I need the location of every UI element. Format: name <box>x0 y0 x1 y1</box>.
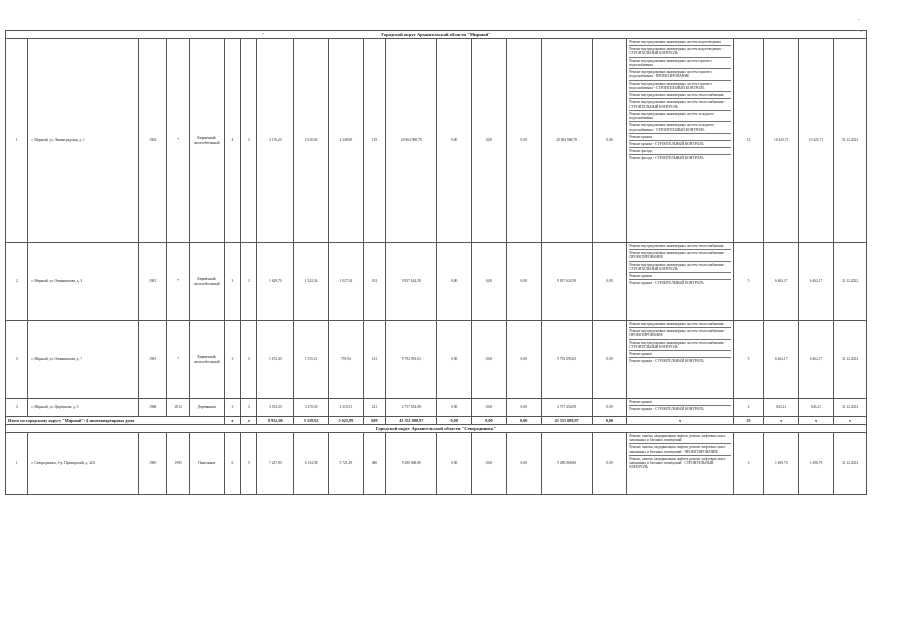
region-header <box>6 425 867 433</box>
work-type-item: Ремонт внутридомовых инженерных систем холодного водоснабжения - СТРОИТЕЛЬНЫЙ КОНТРОЛЬ <box>629 122 730 133</box>
area-total: 3 554,20 <box>257 399 294 417</box>
work-type-item: Ремонт, замена, модернизация лифтов, ремонт лифтовых шахт, машинных и блочных помещений <box>629 433 730 444</box>
work-type-item: Ремонт крыши - СТРОИТЕЛЬНЫЙ КОНТРОЛЬ <box>629 359 704 364</box>
area-living: 2 610,00 <box>294 39 329 243</box>
address-cell: г. Мирный, ул. Ленинградская, д. 1 <box>28 39 138 243</box>
cost-owners: 20 964 968,78 <box>541 39 592 243</box>
work-type-item: Ремонт внутридомовых инженерных систем теплоснабжения - СТРОИТЕЛЬНЫЙ КОНТРОЛЬ <box>629 99 730 110</box>
floors: 4 <box>224 39 240 243</box>
row-number: 1 <box>6 39 28 243</box>
work-type-item: Ремонт крыши - СТРОИТЕЛЬНЫЙ КОНТРОЛЬ <box>629 281 704 286</box>
work-type-item: Ремонт внутридомовых инженерных систем горячего водоснабжения <box>629 58 730 69</box>
area-living: 1 522,34 <box>294 243 329 321</box>
cost-federal: 0,00 <box>437 321 472 399</box>
cost-regional: 0,00 <box>472 243 507 321</box>
work-type-item: Ремонт внутридомовых инженерных систем водоотведения <box>629 39 730 46</box>
unit-cost-limit: 6 462,17 <box>799 321 834 399</box>
works-count: 5 <box>733 243 764 321</box>
total-cost-fed: 0,00 <box>437 417 472 425</box>
work-types-cell <box>627 399 733 417</box>
total-works: х <box>627 417 733 425</box>
cost-local: 0,00 <box>506 243 541 321</box>
document-sheet <box>5 30 867 495</box>
work-type-item: Ремонт, замена, модернизация лифтов, ремонт лифтовых шахт, машинных и блочных помещений - СТРОИТЕЛЬНЫЙ КОНТРОЛЬ <box>629 456 726 470</box>
works-count: 3 <box>733 433 764 495</box>
work-type-item: Ремонт внутридомовых инженерных систем водоотведения - СТРОИТЕЛЬНЫЙ КОНТРОЛЬ <box>629 46 730 57</box>
address-cell: г. Мирный, ул. Циргинова, д. 5 <box>28 399 138 417</box>
cost-total: 20 964 968,78 <box>386 39 437 243</box>
area-living-owned: 1 027,34 <box>328 243 363 321</box>
floors: 3 <box>224 243 240 321</box>
work-type-item: Ремонт внутридомовых инженерных систем горячего водоснабжения - ПРОЕКТИРОВАНИЕ <box>629 69 730 80</box>
work-types-cell <box>627 321 733 399</box>
year-built: 1963 <box>138 39 167 243</box>
deadline: 31.12.2022 <box>833 433 866 495</box>
area-living: 6 134,38 <box>294 433 329 495</box>
total-entrances: х <box>241 417 257 425</box>
works-count: 13 <box>733 39 764 243</box>
work-type-item: Ремонт внутридомовых инженерных систем теплоснабжения <box>629 243 730 250</box>
cost-federal: 0,00 <box>437 243 472 321</box>
cost-local: 0,00 <box>506 39 541 243</box>
entrances: 3 <box>241 243 257 321</box>
residents: 102 <box>363 243 385 321</box>
address-cell: г. Мирный, ул. Овчинникова, д. 7 <box>28 321 138 399</box>
unit-cost: 6 462,17 <box>764 243 799 321</box>
residents: 221 <box>363 399 385 417</box>
cost-local: 0,00 <box>506 399 541 417</box>
entrances: 4 <box>241 399 257 417</box>
total-label: Итого по городскому округу "Мирный": 4 многоквартирных дома <box>6 417 225 425</box>
row-number: 2 <box>6 243 28 321</box>
page-mark-right: - <box>860 30 862 35</box>
area-total: 7 237,80 <box>257 433 294 495</box>
work-type-item: Ремонт, замена, модернизация лифтов, ремонт лифтовых шахт, машинных и блочных помещений - ПРОЕКТИРОВАНИЕ <box>629 444 730 455</box>
cost-owners: 9 792 093,63 <box>541 321 592 399</box>
wall-material: Кирпичный, железобетонный <box>189 39 224 243</box>
cost-regional: 0,00 <box>472 399 507 417</box>
unit-cost-limit: 1 496,79 <box>799 433 834 495</box>
year-overhaul: 1995 <box>167 433 189 495</box>
year-overhaul: * <box>167 321 189 399</box>
area-living-owned: 2 310,31 <box>328 399 363 417</box>
year-built: 1985 <box>138 433 167 495</box>
total-area-living2: 5 025,99 <box>328 417 363 425</box>
table-row <box>6 399 867 417</box>
floors: 3 <box>224 321 240 399</box>
total-area-living: 5 318,62 <box>294 417 329 425</box>
residents: 141 <box>363 321 385 399</box>
floors: 6 <box>224 433 240 495</box>
works-count: 2 <box>733 399 764 417</box>
row-number: 3 <box>6 321 28 399</box>
total-deadline: х <box>833 417 866 425</box>
work-type-item: Ремонт внутридомовых инженерных систем холодного водоснабжения <box>629 111 730 122</box>
table-row <box>6 243 867 321</box>
year-built: 1981 <box>138 243 167 321</box>
cost-federal: 0,00 <box>437 399 472 417</box>
area-living: 1 515,21 <box>294 321 329 399</box>
residents: 119 <box>363 39 385 243</box>
work-type-item: Ремонт внутридомовых инженерных систем теплоснабжения - ПРОЕКТИРОВАНИЕ <box>629 250 730 261</box>
work-types-cell <box>627 433 733 495</box>
table-row <box>6 433 867 495</box>
region-title: Городской округ Архангельской области "Северодвинск" <box>6 425 867 433</box>
wall-material: Панельные <box>189 433 224 495</box>
total-unit-cost: х <box>764 417 799 425</box>
page-mark-left: - <box>262 32 264 37</box>
overhaul-table <box>5 30 867 495</box>
total-cost-loc: 0,00 <box>506 417 541 425</box>
year-overhaul: * <box>167 243 189 321</box>
area-living-owned: 739,94 <box>328 321 363 399</box>
work-type-item: Ремонт крыши - СТРОИТЕЛЬНЫЙ КОНТРОЛЬ <box>629 407 704 412</box>
total-cost-reg: 0,00 <box>472 417 507 425</box>
work-type-item: Ремонт внутридомовых инженерных систем теплоснабжения <box>629 92 730 99</box>
unit-cost-limit: 6 462,17 <box>799 243 834 321</box>
residents: 380 <box>363 433 385 495</box>
region-header <box>6 31 867 39</box>
cost-other: 0,00 <box>592 39 627 243</box>
work-type-item: Ремонт крыши - СТРОИТЕЛЬНЫЙ КОНТРОЛЬ <box>629 141 730 148</box>
region-title: Городской округ Архангельской области "Мирный" <box>6 31 867 39</box>
cost-regional: 0,00 <box>472 321 507 399</box>
area-total: 1 629,70 <box>257 243 294 321</box>
total-unit-cost2: х <box>799 417 834 425</box>
unit-cost: 843,21 <box>764 399 799 417</box>
cost-total: 2 757 454,08 <box>386 399 437 417</box>
floors: 3 <box>224 399 240 417</box>
deadline: 31.12.2022 <box>833 39 866 243</box>
area-living-owned: 5 721,29 <box>328 433 363 495</box>
works-count: 5 <box>733 321 764 399</box>
deadline: 31.12.2022 <box>833 243 866 321</box>
cost-owners: 9 837 624,58 <box>541 243 592 321</box>
area-total: 1 672,40 <box>257 321 294 399</box>
page-mark-top-right: - <box>858 18 860 23</box>
row-number: 1 <box>6 433 28 495</box>
work-type-item: Ремонт внутридомовых инженерных систем горячего водоснабжения - СТРОИТЕЛЬНЫЙ КОНТРОЛЬ <box>629 81 730 92</box>
total-works-count: 25 <box>733 417 764 425</box>
entrances: 5 <box>241 433 257 495</box>
year-built: 1981 <box>138 321 167 399</box>
cost-total: 9 792 093,63 <box>386 321 437 399</box>
table-row <box>6 321 867 399</box>
cost-regional: 0,00 <box>472 39 507 243</box>
unit-cost: 1 499,70 <box>764 433 799 495</box>
work-type-item: Ремонт крыши <box>629 273 730 280</box>
cost-owners: 9 280 068,80 <box>541 433 592 495</box>
wall-material: Кирпичный, железобетонный <box>189 321 224 399</box>
unit-cost-limit: 843,21 <box>799 399 834 417</box>
wall-material: Деревянные <box>189 399 224 417</box>
total-cost-owner: 43 351 080,97 <box>541 417 592 425</box>
cost-federal: 0,00 <box>437 39 472 243</box>
work-type-item: Ремонт внутридомовых инженерных систем теплоснабжения - СТРОИТЕЛЬНЫЙ КОНТРОЛЬ <box>629 340 730 351</box>
address-cell: г. Северодвинск, б-р. Приморский, д. 42А <box>28 433 138 495</box>
area-total: 3 176,20 <box>257 39 294 243</box>
total-row <box>6 417 867 425</box>
row-number: 4 <box>6 399 28 417</box>
cost-total: 9 837 624,58 <box>386 243 437 321</box>
cost-other: 0,00 <box>592 433 627 495</box>
work-type-item: Ремонт внутридомовых инженерных систем теплоснабжения - СТРОИТЕЛЬНЫЙ КОНТРОЛЬ <box>629 262 730 273</box>
entrances: 3 <box>241 321 257 399</box>
area-living-owned: 2 348,00 <box>328 39 363 243</box>
address-cell: г. Мирный, ул. Овчинникова, д. 3 <box>28 243 138 321</box>
year-overhaul: * <box>167 39 189 243</box>
work-type-item: Ремонт фасада - СТРОИТЕЛЬНЫЙ КОНТРОЛЬ <box>629 156 704 161</box>
total-cost-other: 0,00 <box>592 417 627 425</box>
table-row <box>6 39 867 243</box>
year-overhaul: 2012 <box>167 399 189 417</box>
cost-other: 0,00 <box>592 321 627 399</box>
work-type-item: Ремонт фасада <box>629 148 730 155</box>
cost-other: 0,00 <box>592 399 627 417</box>
work-type-item: Ремонт крыши <box>629 351 730 358</box>
unit-cost: 10 425,71 <box>764 39 799 243</box>
cost-local: 0,00 <box>506 321 541 399</box>
total-cost-total: 43 351 080,97 <box>386 417 437 425</box>
work-type-item: Ремонт крыши <box>629 399 730 406</box>
wall-material: Кирпичный, железобетонный <box>189 243 224 321</box>
total-residents: 609 <box>363 417 385 425</box>
work-type-item: Ремонт внутридомовых инженерных систем теплоснабжения <box>629 321 730 328</box>
total-floors: х <box>224 417 240 425</box>
entrances: 3 <box>241 39 257 243</box>
work-type-item: Ремонт внутридомовых инженерных систем теплоснабжения - ПРОЕКТИРОВАНИЕ <box>629 328 730 339</box>
cost-other: 0,00 <box>592 243 627 321</box>
total-area-total: 8 952,00 <box>257 417 294 425</box>
unit-cost: 6 462,17 <box>764 321 799 399</box>
cost-local: 0,00 <box>506 433 541 495</box>
deadline: 31.12.2022 <box>833 399 866 417</box>
work-types-cell <box>627 39 733 243</box>
year-built: 1968 <box>138 399 167 417</box>
cost-regional: 0,00 <box>472 433 507 495</box>
area-living: 3 270,30 <box>294 399 329 417</box>
cost-total: 9 280 068,80 <box>386 433 437 495</box>
cost-federal: 0,00 <box>437 433 472 495</box>
deadline: 31.12.2022 <box>833 321 866 399</box>
work-types-cell <box>627 243 733 321</box>
cost-owners: 2 757 454,08 <box>541 399 592 417</box>
unit-cost-limit: 10 425,71 <box>799 39 834 243</box>
work-type-item: Ремонт крыши <box>629 134 730 141</box>
